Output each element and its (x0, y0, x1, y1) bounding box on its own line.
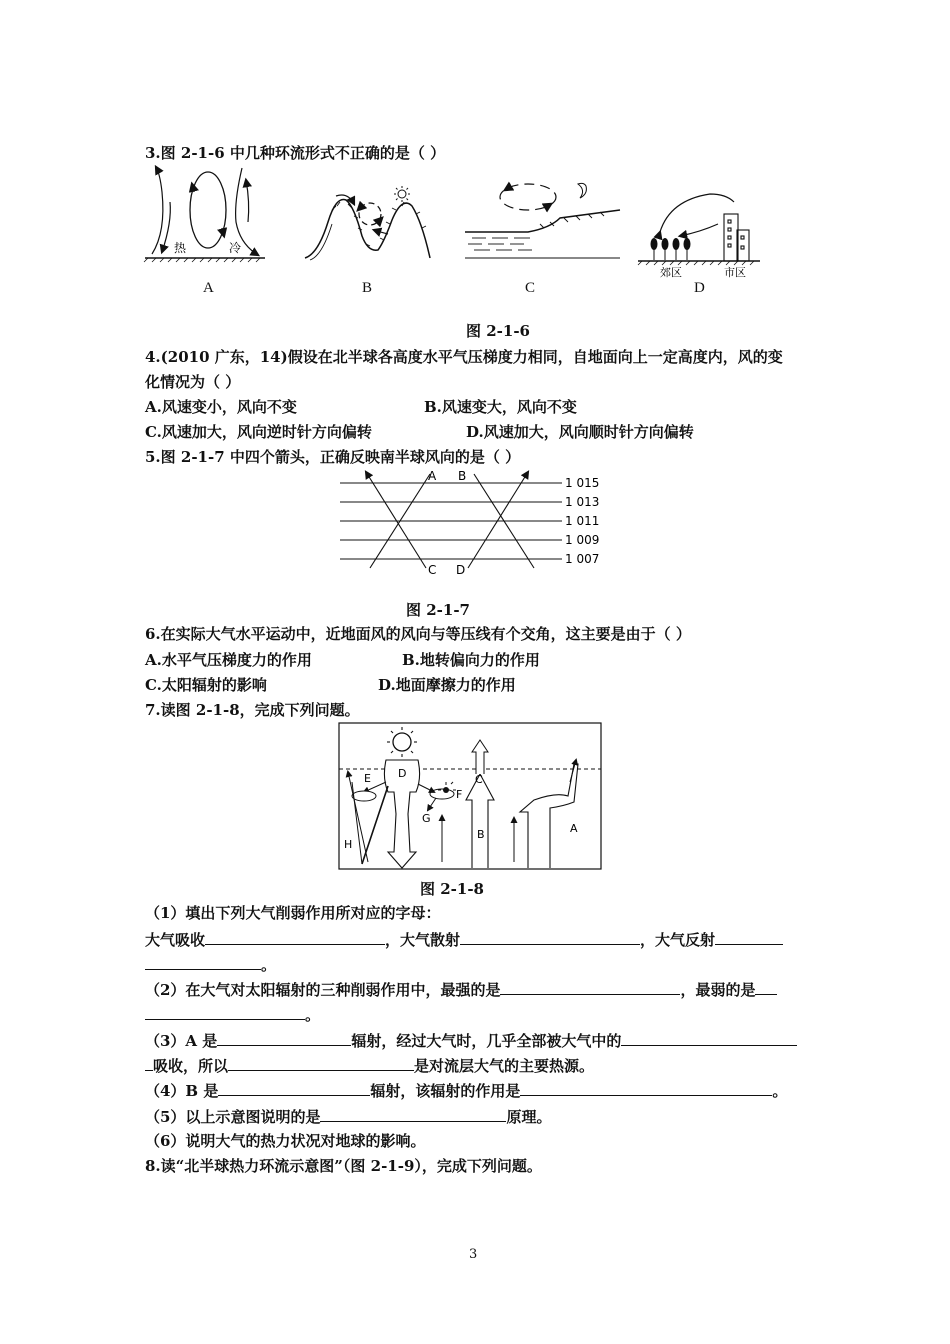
panel-a-diagram (144, 167, 265, 262)
isobar-label: 1 009 (565, 533, 600, 547)
isobar-label: 1 015 (565, 476, 600, 490)
arrow-c-label: C (428, 563, 437, 577)
q4-option-d: D.风速加大，风向顺时针方向偏转 (466, 423, 694, 441)
option-d-label: D (694, 280, 705, 296)
part4-text-b: 辐射，该辐射的作用是 (370, 1082, 521, 1100)
label-g: G (422, 812, 431, 825)
label-d: D (398, 767, 407, 780)
weakest-blank-continued[interactable] (145, 1004, 305, 1020)
q7-part1-answers (145, 929, 783, 950)
sun-icon (394, 186, 410, 202)
b-radiation-blank[interactable] (218, 1080, 370, 1096)
part3-text-d: 是对流层大气的主要热源。 (414, 1057, 595, 1075)
q4-question-line2: 化情况为（ ） (145, 373, 241, 391)
cloud-icon (352, 791, 376, 801)
heat-source-blank[interactable] (228, 1055, 414, 1071)
q8-question: 8.读“北半球热力环流示意图”（图 2-1-9），完成下列问题。 (145, 1157, 542, 1175)
option-c-label: C (525, 280, 536, 296)
q7-part3-continuation (145, 1055, 594, 1076)
part3-text-a: （3）A 是 (145, 1032, 218, 1050)
q7-part3 (145, 1030, 797, 1051)
buildings-icon (724, 214, 749, 261)
q3-question: 3.图 2-1-6 中几种环流形式不正确的是（ ） (145, 144, 446, 162)
reflect-blank-continued[interactable] (145, 954, 261, 970)
absorb-blank[interactable] (205, 929, 385, 945)
q7-question: 7.读图 2-1-8，完成下列问题。 (145, 701, 360, 719)
part5-text-a: （5）以上示意图说明的是 (145, 1108, 321, 1126)
period: 。 (305, 1006, 321, 1024)
label-e: E (364, 772, 371, 785)
hot-label: 热 (174, 241, 187, 255)
q6-option-d: D.地面摩擦力的作用 (378, 676, 516, 694)
absorber-blank-continued[interactable] (145, 1055, 153, 1071)
q7-part1: （1）填出下列大气削弱作用所对应的字母： (145, 904, 441, 922)
q6-question: 6.在实际大气水平运动中，近地面风的风向与等压线有个交角，这主要是由于（ ） (145, 625, 691, 643)
option-a-label: A (203, 280, 214, 296)
strongest-blank[interactable] (500, 979, 680, 995)
label-a: A (570, 822, 578, 835)
part5-text-b: 原理。 (506, 1108, 552, 1126)
label-f: F (456, 788, 463, 801)
figure-2-1-7 (330, 464, 630, 579)
q7-part6: （6）说明大气的热力状况对地球的影响。 (145, 1132, 426, 1150)
panel-b-diagram (305, 186, 430, 260)
q5-question: 5.图 2-1-7 中四个箭头，正确反映南半球风向的是（ ） (145, 448, 521, 466)
panel-c-diagram (465, 183, 620, 258)
q7-part1-continuation (145, 954, 276, 975)
figure-2-1-6 (140, 162, 780, 307)
period: 。 (772, 1082, 788, 1100)
moon-icon (578, 183, 586, 198)
q4-option-c: C.风速加大，风向逆时针方向偏转 (145, 423, 372, 441)
period: 。 (261, 956, 277, 974)
q7-part2 (145, 979, 777, 1000)
figure-2-1-8 (338, 722, 604, 872)
reflect-blank[interactable] (715, 929, 783, 945)
part2-text-b: ，最弱的是 (680, 981, 756, 999)
figure-2-1-8-caption: 图 2-1-8 (420, 880, 484, 898)
q7-part2-continuation (145, 1004, 320, 1025)
label-b: B (477, 828, 485, 841)
arrow-d-label: D (456, 563, 466, 577)
q6-option-a: A.水平气压梯度力的作用 (145, 651, 312, 669)
cloud-icon (430, 789, 454, 799)
q6-option-c: C.太阳辐射的影响 (145, 676, 267, 694)
figure-2-1-7-caption: 图 2-1-7 (406, 601, 470, 619)
panel-d-diagram (638, 194, 760, 279)
option-b-label: B (362, 280, 373, 296)
absorber-blank[interactable] (621, 1030, 797, 1046)
q4-option-b: B.风速变大，风向不变 (424, 398, 577, 416)
q7-part5 (145, 1106, 551, 1127)
weakest-blank[interactable] (755, 979, 777, 995)
q7-part4 (145, 1080, 787, 1101)
suburb-label: 郊区 (660, 266, 682, 279)
part3-text-c: 吸收，所以 (153, 1057, 229, 1075)
isobar-label: 1 007 (565, 552, 600, 566)
city-label: 市区 (724, 266, 746, 279)
reflect-label: ，大气反射 (640, 931, 716, 949)
trees-icon (651, 238, 691, 260)
scatter-label: ，大气散射 (385, 931, 461, 949)
q4-question-line1: 4.(2010 广东，14)假设在北半球各高度水平气压梯度力相同，自地面向上一定高度内，风的变 (145, 348, 783, 366)
sun-icon (387, 727, 417, 757)
arrow-b-label: B (458, 469, 467, 483)
isobar-label: 1 011 (565, 514, 600, 528)
cold-label: 冷 (229, 241, 242, 255)
principle-blank[interactable] (320, 1106, 506, 1122)
isobar-label: 1 013 (565, 495, 600, 509)
b-effect-blank[interactable] (520, 1080, 772, 1096)
figure-2-1-6-caption: 图 2-1-6 (466, 322, 530, 340)
q6-option-b: B.地转偏向力的作用 (402, 651, 540, 669)
part3-text-b: 辐射，经过大气时，几乎全部被大气中的 (351, 1032, 622, 1050)
part4-text-a: （4）B 是 (145, 1082, 219, 1100)
scatter-blank[interactable] (460, 929, 640, 945)
page-number: 3 (469, 1247, 478, 1262)
absorb-label: 大气吸收 (145, 931, 206, 949)
label-c: C (475, 773, 483, 786)
part2-text-a: （2）在大气对太阳辐射的三种削弱作用中，最强的是 (145, 981, 501, 999)
label-h: H (344, 838, 353, 851)
q4-option-a: A.风速变小，风向不变 (145, 398, 297, 416)
arrow-a-label: A (428, 469, 437, 483)
a-radiation-blank[interactable] (217, 1030, 351, 1046)
